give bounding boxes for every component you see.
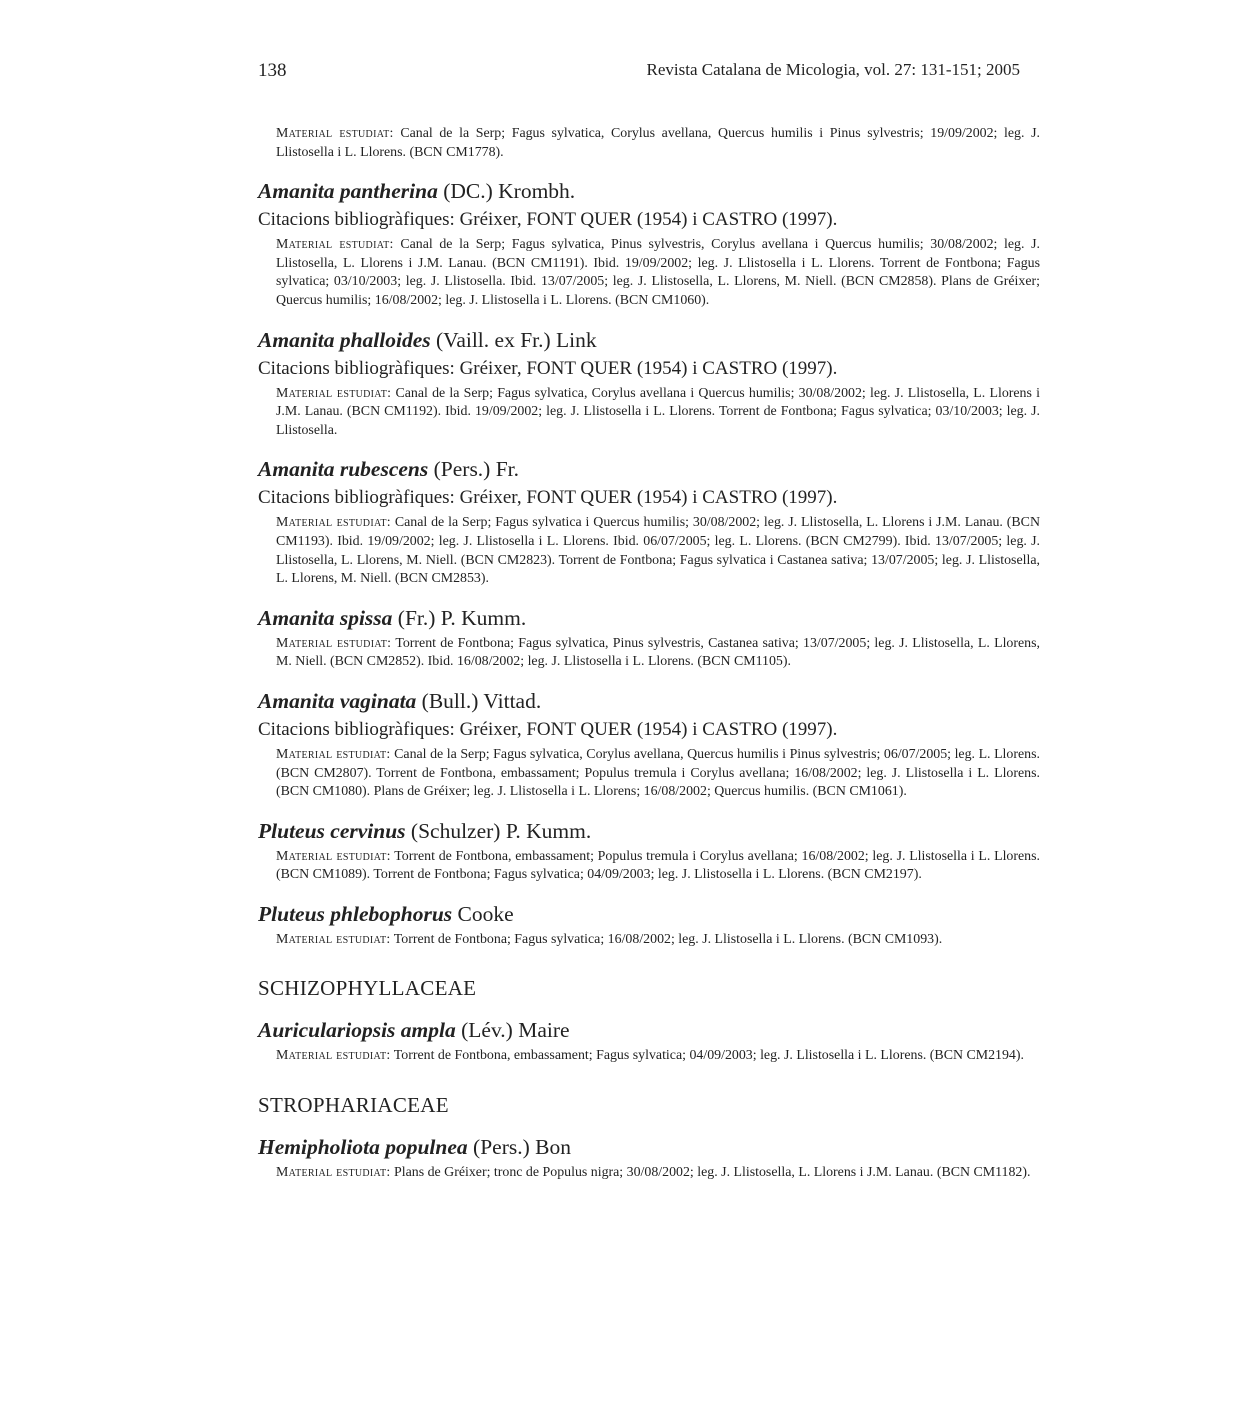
- page-number: 138: [258, 60, 287, 81]
- family-heading: STROPHARIACEAE: [258, 1093, 449, 1118]
- species-author: (Pers.) Fr.: [433, 457, 520, 482]
- material-label: Material estudiat:: [276, 515, 391, 531]
- species-name: Pluteus cervinus: [258, 818, 406, 843]
- species-author: (DC.) Krombh.: [443, 179, 576, 204]
- citations-text: Gréixer, FONT QUER (1954) i CASTRO (1997).: [459, 718, 838, 740]
- species-name: Pluteus phlebophorus: [258, 901, 453, 926]
- species-heading: [258, 1017, 1040, 1044]
- material-studied: [276, 746, 1040, 802]
- bibliographic-citations: [258, 208, 1040, 232]
- material-studied: [276, 848, 1040, 885]
- citations-text: Gréixer, FONT QUER (1954) i CASTRO (1997).: [459, 357, 838, 379]
- species-heading: [258, 688, 1040, 715]
- material-text: Torrent de Fontbona, embassament; Fagus sylvatica; 04/09/2003; leg. J. Llistosella i L. Llorens. (BCN CM2194).: [393, 1048, 1024, 1064]
- material-label: Material estudiat:: [276, 385, 392, 401]
- species-heading: [258, 456, 1040, 483]
- material-label: Material estudiat:: [276, 237, 394, 253]
- material-studied: [276, 1164, 1040, 1183]
- material-studied: [276, 236, 1040, 310]
- citations-label: Citacions bibliogràfiques:: [258, 487, 455, 509]
- material-studied: [276, 1047, 1040, 1066]
- species-heading: [258, 818, 1040, 845]
- species-list: [258, 125, 1040, 1183]
- species-name: Amanita rubescens: [258, 457, 429, 482]
- material-text: Torrent de Fontbona, embassament; Populus tremula i Corylus avellana; 16/08/2002; leg. J. Llistosella i L. Llorens. (BCN CM1089). Torrent de Fontbona; Fagus sylvatica; 04/09/2003; leg. J. Llistosella i L. Llorens. (BCN CM2197).: [276, 848, 1040, 883]
- material-text: Torrent de Fontbona; Fagus sylvatica, Pinus sylvestris, Castanea sativa; 13/07/2005; leg. J. Llistosella, L. Llorens, M. Niell. (BCN CM2852). Ibid. 16/08/2002; leg. J. Llistosella i L. Llorens. (BCN CM1105).: [276, 635, 1040, 670]
- species-name: Amanita phalloides: [258, 327, 431, 352]
- species-author: (Schulzer) P. Kumm.: [410, 818, 592, 843]
- bibliographic-citations: [258, 718, 1040, 742]
- material-text: Canal de la Serp; Fagus sylvatica, Corylus avellana, Quercus humilis i Pinus sylvestris; 06/07/2005; leg. L. Llorens. (BCN CM2807). Torrent de Fontbona, embassament; Populus tremula i Corylus avellana; 16/08/2002; leg. J. Llistosella i L. Llorens. (BCN CM1080). Plans de Gréixer; leg. J. Llistosella i L. Llorens; 16/08/2002; Quercus humilis. (BCN CM1061).: [276, 746, 1040, 800]
- species-name: Amanita vaginata: [258, 688, 417, 713]
- material-text: Torrent de Fontbona; Fagus sylvatica; 16/08/2002; leg. J. Llistosella i L. Llorens. (BCN CM1093).: [393, 931, 943, 947]
- material-text: Canal de la Serp; Fagus sylvatica, Corylus avellana i Quercus humilis; 30/08/2002; leg. J. Llistosella, L. Llorens i J.M. Lanau. (BCN CM1192). Ibid. 19/09/2002; leg. J. Llistosella i L. Llorens. Torrent de Fontbona; Fagus sylvatica; 03/10/2003; leg. J. Llistosella.: [276, 385, 1040, 438]
- running-header: [258, 60, 1020, 90]
- bibliographic-citations: [258, 357, 1040, 381]
- species-name: Amanita spissa: [258, 605, 393, 630]
- material-text: Canal de la Serp; Fagus sylvatica, Corylus avellana, Quercus humilis i Pinus sylvestris; 19/09/2002; leg. J. Llistosella i L. Llorens. (BCN CM1778).: [276, 126, 1040, 160]
- material-label: Material estudiat:: [276, 1048, 391, 1064]
- citations-label: Citacions bibliogràfiques:: [258, 357, 455, 379]
- species-heading: [258, 327, 1040, 354]
- material-studied: [276, 125, 1040, 162]
- material-text: Canal de la Serp; Fagus sylvatica i Quercus humilis; 30/08/2002; leg. J. Llistosella, L. Llorens i J.M. Lanau. (BCN CM1193). Ibid. 19/09/2002; leg. J. Llistosella i L. Llorens. Ibid. 06/07/2005; leg. L. Llorens. (BCN CM2799). Ibid. 13/07/2005; leg. J. Llistosella, L. Llorens, M. Niell. (BCN CM2823). Torrent de Fontbona; Fagus sylvatica i Castanea sativa; 13/07/2005; leg. J. Llistosella, L. Llorens, M. Niell. (BCN CM2853).: [276, 515, 1040, 587]
- species-name: Hemipholiota populnea: [258, 1135, 468, 1160]
- citations-label: Citacions bibliogràfiques:: [258, 718, 455, 740]
- species-heading: [258, 1134, 1040, 1161]
- species-author: (Vaill. ex Fr.) Link: [436, 327, 597, 352]
- material-studied: [276, 514, 1040, 588]
- material-text: Plans de Gréixer; tronc de Populus nigra; 30/08/2002; leg. J. Llistosella, L. Llorens i J.M. Lanau. (BCN CM1182).: [394, 1165, 1031, 1181]
- citations-text: Gréixer, FONT QUER (1954) i CASTRO (1997).: [459, 209, 838, 231]
- material-text: Canal de la Serp; Fagus sylvatica, Pinus sylvestris, Corylus avellana i Quercus humilis; 30/08/2002; leg. J. Llistosella, L. Llorens i J.M. Lanau. (BCN CM1191). Ibid. 19/09/2002; leg. J. Llistosella i L. Llorens. Torrent de Fontbona; Fagus sylvatica; 03/10/2003; leg. J. Llistosella. Ibid. 13/07/2005; leg. J. Llistosella, L. Llorens, M. Niell. (BCN CM2858). Plans de Gréixer; Quercus humilis; 16/08/2002; leg. J. Llistosella i L. Llorens. (BCN CM1060).: [276, 237, 1040, 308]
- material-label: Material estudiat:: [276, 126, 394, 141]
- species-name: Amanita pantherina: [258, 179, 438, 204]
- material-label: Material estudiat:: [276, 848, 391, 864]
- material-label: Material estudiat:: [276, 746, 391, 762]
- bibliographic-citations: [258, 486, 1040, 510]
- citations-label: Citacions bibliogràfiques:: [258, 209, 455, 231]
- species-author: (Bull.) Vittad.: [421, 688, 542, 713]
- species-heading: [258, 901, 1040, 928]
- material-label: Material estudiat:: [276, 931, 391, 947]
- material-studied: [276, 385, 1040, 441]
- journal-citation: Revista Catalana de Micologia, vol. 27: 131-151; 2005: [646, 60, 1020, 79]
- material-label: Material estudiat:: [276, 1165, 391, 1181]
- species-heading: [258, 605, 1040, 632]
- citations-text: Gréixer, FONT QUER (1954) i CASTRO (1997).: [459, 487, 838, 509]
- material-label: Material estudiat:: [276, 635, 392, 651]
- species-name: Auriculariopsis ampla: [258, 1018, 456, 1043]
- family-heading: SCHIZOPHYLLACEAE: [258, 976, 477, 1001]
- species-author: Cooke: [457, 901, 514, 926]
- species-heading: [258, 178, 1040, 205]
- material-studied: [276, 931, 1040, 950]
- species-author: (Fr.) P. Kumm.: [397, 605, 527, 630]
- species-author: (Lév.) Maire: [461, 1018, 570, 1043]
- species-author: (Pers.) Bon: [473, 1135, 571, 1160]
- material-studied: [276, 635, 1040, 672]
